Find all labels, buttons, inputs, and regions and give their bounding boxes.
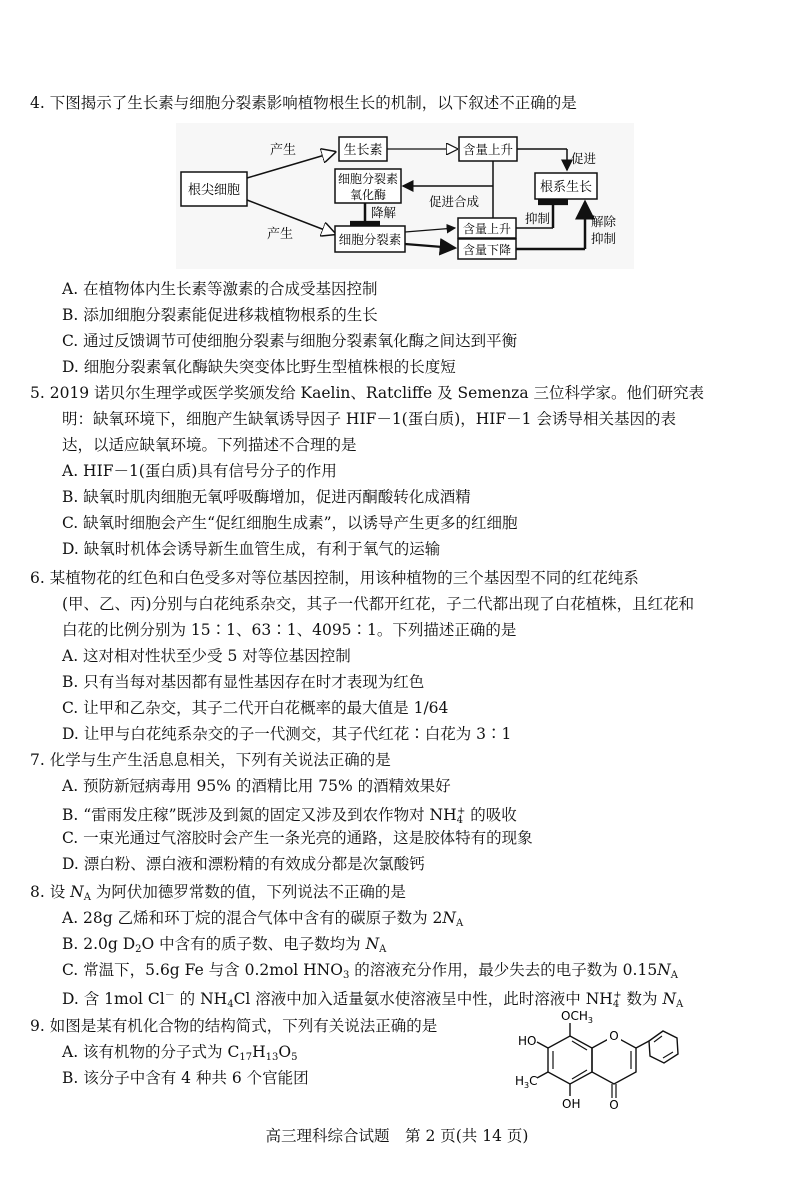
q5-option-b: B. 缺氧时肌肉细胞无氧呼吸酶增加，促进丙酮酸转化成酒精 bbox=[62, 488, 471, 506]
q9-option-b: B. 该分子中含有 4 种共 6 个官能团 bbox=[62, 1069, 309, 1087]
ring-oxygen-label: O bbox=[609, 1029, 619, 1043]
q6-option-d: D. 让甲与白花纯系杂交的子一代测交，其子代红花∶白花为 3∶1 bbox=[62, 725, 512, 743]
q5-option-c: C. 缺氧时细胞会产生“促红细胞生成素”，以诱导产生更多的红细胞 bbox=[62, 514, 518, 532]
methyl-label: $H_3C$ bbox=[515, 1074, 538, 1090]
q4-option-c: C. 通过反馈调节可使细胞分裂素与细胞分裂素氧化酶之间达到平衡 bbox=[62, 332, 518, 350]
auxin-label: 生长素 bbox=[343, 143, 383, 158]
q6-option-c: C. 让甲和乙杂交，其子二代开白花概率的最大值是 1/64 bbox=[62, 699, 449, 717]
q4-option-b: B. 添加细胞分裂素能促进移栽植物根系的生长 bbox=[62, 306, 378, 324]
release-label-1: 解除 bbox=[591, 214, 617, 229]
q4-mechanism-diagram bbox=[175, 122, 635, 270]
root-cell-label: 根尖细胞 bbox=[187, 183, 241, 198]
degrade-label: 降解 bbox=[371, 205, 397, 220]
cytokinin-label: 细胞分裂素 bbox=[338, 232, 402, 247]
content-up-label-2: 含量上升 bbox=[462, 222, 512, 236]
q6-stem-line-2: (甲、乙、丙)分别与白花纯系杂交，其子一代都开红花，子二代都出现了白花植株，且红花和 bbox=[62, 595, 695, 613]
q7-option-b: B. “雷雨发庄稼”既涉及到氮的固定又涉及到农作物对 $NH_4^+$ 的吸收 bbox=[62, 806, 517, 826]
q6-option-a: A. 这对相对性状至少受 5 对等位基因控制 bbox=[62, 647, 351, 665]
q4-stem: 4. 下图揭示了生长素与细胞分裂素影响植物根生长的机制，以下叙述不正确的是 bbox=[30, 94, 577, 112]
inhibit-label: 抑制 bbox=[525, 211, 551, 226]
produce-label-bottom: 产生 bbox=[267, 227, 294, 242]
q7-option-d: D. 漂白粉、漂白液和漂粉精的有效成分都是次氯酸钙 bbox=[62, 855, 425, 873]
oxidase-label-2: 氧化酶 bbox=[349, 188, 387, 202]
q9-option-a: A. 该有机物的分子式为 $C_{17}H_{13}O_5$ bbox=[62, 1043, 298, 1063]
q9-structure-diagram bbox=[515, 1008, 690, 1114]
q9-stem: 9. 如图是某有机化合物的结构简式，下列有关说法正确的是 bbox=[30, 1017, 438, 1035]
page-footer: 高三理科综合试题 第 2 页(共 14 页) bbox=[265, 1127, 529, 1145]
q5-option-a: A. HIF－1(蛋白质)具有信号分子的作用 bbox=[62, 462, 337, 480]
hydroxyl-left-label: HO bbox=[518, 1034, 537, 1048]
root-growth-label: 根系生长 bbox=[539, 180, 593, 195]
q5-option-d: D. 缺氧时机体会诱导新生血管生成，有利于氧气的运输 bbox=[62, 540, 441, 558]
q8-option-a: A. 28g 乙烯和环丁烷的混合气体中含有的碳原子数为 $2N_A$ bbox=[62, 909, 464, 929]
q6-option-b: B. 只有当每对基因都有显性基因存在时才表现为红色 bbox=[62, 673, 425, 691]
q5-stem-line-3: 达，以适应缺氧环境。下列描述不合理的是 bbox=[62, 436, 357, 454]
oxidase-label-1: 细胞分裂素 bbox=[337, 172, 399, 186]
q8-stem: 8. 设 $N_A$ 为阿伏加德罗常数的值，下列说法不正确的是 bbox=[30, 883, 406, 903]
q5-stem-line-2: 明：缺氧环境下，细胞产生缺氧诱导因子 HIF－1(蛋白质)，HIF－1 会诱导相关基因的表 bbox=[62, 410, 676, 428]
q4-option-d: D. 细胞分裂素氧化酶缺失突变体比野生型植株根的长度短 bbox=[62, 358, 456, 376]
q7-option-a: A. 预防新冠病毒用 95% 的酒精比用 75% 的酒精效果好 bbox=[62, 777, 451, 795]
promote-label: 促进 bbox=[571, 151, 597, 166]
q5-stem-line-1: 5. 2019 诺贝尔生理学或医学奖颁发给 Kaelin、Ratcliffe 及 Semenza 三位科学家。他们研究表 bbox=[30, 384, 705, 402]
q6-stem-line-1: 6. 某植物花的红色和白色受多对等位基因控制，用该种植物的三个基因型不同的红花纯系 bbox=[30, 569, 639, 587]
methoxy-label: $OCH_3$ bbox=[561, 1009, 593, 1025]
q8-option-c: C. 常温下，5.6g Fe 与含 0.2mol $HNO_3$ 的溶液充分作用，最少失去的电子数为 $0.15N_A$ bbox=[62, 961, 678, 981]
content-up-label-1: 含量上升 bbox=[462, 142, 514, 157]
promote-synthesis-label: 促进合成 bbox=[429, 194, 480, 209]
q7-stem: 7. 化学与生产生活息息相关，下列有关说法正确的是 bbox=[30, 751, 391, 769]
release-label-2: 抑制 bbox=[591, 231, 617, 246]
q8-option-b: B. 2.0g $D_2O$ 中含有的质子数、电子数均为 $N_A$ bbox=[62, 935, 387, 955]
hydroxyl-bottom-label: OH bbox=[562, 1097, 581, 1111]
content-down-label: 含量下降 bbox=[462, 243, 512, 257]
q4-option-a: A. 在植物体内生长素等激素的合成受基因控制 bbox=[62, 280, 378, 298]
q7-option-c: C. 一束光通过气溶胶时会产生一条光亮的通路，这是胶体特有的现象 bbox=[62, 829, 533, 847]
q6-stem-line-3: 白花的比例分别为 15∶1、63∶1、4095∶1。下列描述正确的是 bbox=[62, 621, 517, 639]
q8-option-d: D. 含 1mol Cl－ 的 $NH_4Cl$ 溶液中加入适量氨水使溶液呈中性，此时溶液中 $NH_4^+$ 数为 $N_A$ bbox=[62, 990, 684, 1010]
produce-label-top: 产生 bbox=[270, 143, 297, 158]
keto-oxygen-label: O bbox=[609, 1098, 619, 1112]
